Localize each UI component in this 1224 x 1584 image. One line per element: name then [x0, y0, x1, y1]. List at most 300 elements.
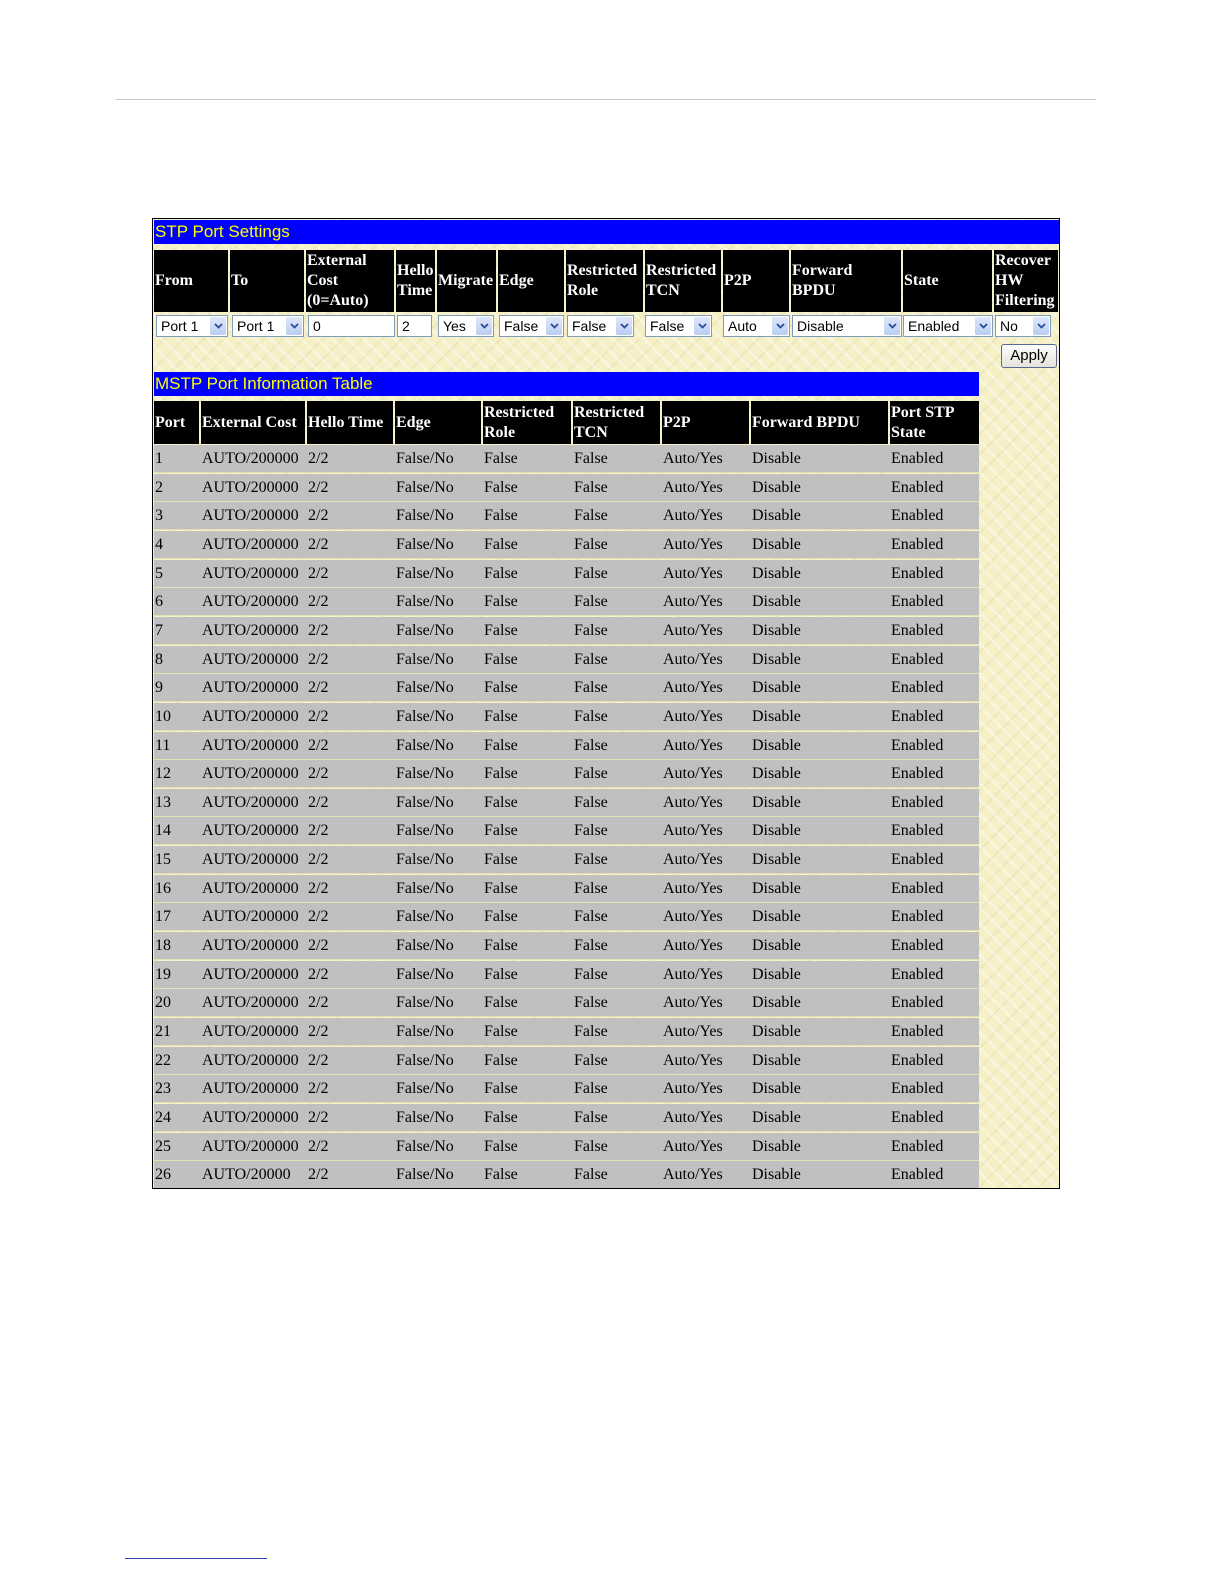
- cell-external-cost: AUTO/200000: [202, 965, 299, 983]
- cell-port-stp-state: Enabled: [891, 535, 944, 553]
- cell-forward-bpdu: Disable: [752, 793, 801, 811]
- cell-port: 11: [155, 736, 171, 754]
- cell-forward-bpdu: Disable: [752, 450, 801, 467]
- cell-edge: False/No: [396, 679, 454, 697]
- cell-port-stp-state: Enabled: [891, 1051, 944, 1069]
- cell-edge: False/No: [396, 450, 454, 467]
- cell-edge: False/No: [396, 1051, 454, 1069]
- p2p-select[interactable]: [723, 315, 790, 337]
- table-row: [154, 703, 979, 731]
- cell-forward-bpdu: Disable: [752, 507, 801, 525]
- cell-hello-time: 2/2: [308, 994, 329, 1012]
- cell-restricted-role: False: [484, 793, 518, 811]
- col-header-edge: Edge: [395, 401, 481, 444]
- cell-port-stp-state: Enabled: [891, 650, 944, 668]
- cell-forward-bpdu: Disable: [752, 593, 801, 611]
- to-port-value: Port 1: [237, 318, 275, 334]
- cell-external-cost: AUTO/200000: [202, 1080, 299, 1098]
- cell-hello-time: 2/2: [308, 908, 329, 926]
- cell-external-cost: AUTO/200000: [202, 994, 299, 1012]
- cell-port-stp-state: Enabled: [891, 1166, 944, 1184]
- external-cost-input[interactable]: 0: [308, 315, 395, 337]
- chevron-down-icon: [884, 317, 900, 335]
- stp-config-panel: [152, 218, 1060, 1189]
- cell-restricted-tcn: False: [574, 1080, 608, 1098]
- cell-p2p: Auto/Yes: [663, 1023, 723, 1040]
- cell-restricted-role: False: [484, 1080, 518, 1098]
- cell-port-stp-state: Enabled: [891, 707, 944, 725]
- col-header-restricted-role: Restricted Role: [483, 401, 571, 444]
- edge-select[interactable]: [499, 315, 564, 337]
- cell-restricted-tcn: False: [574, 593, 608, 611]
- cell-restricted-role: False: [484, 765, 518, 783]
- cell-restricted-role: False: [484, 1108, 518, 1126]
- cell-hello-time: 2/2: [308, 793, 329, 811]
- chevron-down-icon: [616, 317, 632, 335]
- forward-bpdu-select[interactable]: [792, 315, 902, 337]
- cell-restricted-role: False: [484, 994, 518, 1012]
- cell-port: 21: [155, 1023, 171, 1040]
- cell-port: 13: [155, 793, 171, 811]
- cell-forward-bpdu: Disable: [752, 1023, 801, 1040]
- cell-p2p: Auto/Yes: [663, 535, 723, 553]
- cell-restricted-tcn: False: [574, 765, 608, 783]
- header-to: To: [230, 250, 304, 312]
- table-row: [154, 903, 979, 931]
- cell-restricted-role: False: [484, 478, 518, 496]
- cell-hello-time: 2/2: [308, 707, 329, 725]
- cell-restricted-role: False: [484, 707, 518, 725]
- cell-restricted-tcn: False: [574, 1108, 608, 1126]
- migrate-value: Yes: [443, 318, 466, 334]
- cell-p2p: Auto/Yes: [663, 650, 723, 668]
- cell-external-cost: AUTO/200000: [202, 1051, 299, 1069]
- cell-restricted-tcn: False: [574, 535, 608, 553]
- cell-port: 22: [155, 1051, 171, 1069]
- cell-forward-bpdu: Disable: [752, 478, 801, 496]
- cell-forward-bpdu: Disable: [752, 564, 801, 582]
- cell-restricted-role: False: [484, 564, 518, 582]
- chevron-down-icon: [694, 317, 710, 335]
- cell-port-stp-state: Enabled: [891, 879, 944, 897]
- cell-restricted-tcn: False: [574, 965, 608, 983]
- cell-edge: False/No: [396, 507, 454, 525]
- cell-port: 25: [155, 1137, 171, 1155]
- cell-external-cost: AUTO/200000: [202, 593, 299, 611]
- footer-link-underline: [125, 1558, 267, 1559]
- cell-external-cost: AUTO/200000: [202, 650, 299, 668]
- cell-forward-bpdu: Disable: [752, 679, 801, 697]
- cell-edge: False/No: [396, 736, 454, 754]
- table-row: [154, 1161, 979, 1189]
- cell-external-cost: AUTO/200000: [202, 1023, 299, 1040]
- cell-hello-time: 2/2: [308, 450, 329, 467]
- cell-forward-bpdu: Disable: [752, 822, 801, 840]
- cell-p2p: Auto/Yes: [663, 707, 723, 725]
- cell-p2p: Auto/Yes: [663, 679, 723, 697]
- cell-restricted-role: False: [484, 736, 518, 754]
- from-port-value: Port 1: [161, 318, 199, 334]
- cell-external-cost: AUTO/200000: [202, 908, 299, 926]
- header-migrate: Migrate: [437, 250, 496, 312]
- cell-port: 16: [155, 879, 171, 897]
- cell-edge: False/No: [396, 851, 454, 869]
- cell-port-stp-state: Enabled: [891, 965, 944, 983]
- cell-edge: False/No: [396, 564, 454, 582]
- cell-p2p: Auto/Yes: [663, 507, 723, 525]
- cell-port-stp-state: Enabled: [891, 507, 944, 525]
- cell-restricted-role: False: [484, 507, 518, 525]
- cell-external-cost: AUTO/200000: [202, 1108, 299, 1126]
- cell-edge: False/No: [396, 650, 454, 668]
- chevron-down-icon: [286, 317, 302, 335]
- top-divider: [116, 99, 1096, 100]
- recover-hw-filtering-value: No: [1000, 318, 1018, 334]
- table-row: [154, 674, 979, 702]
- cell-external-cost: AUTO/200000: [202, 879, 299, 897]
- cell-edge: False/No: [396, 1108, 454, 1126]
- table-row: [154, 1133, 979, 1161]
- table-row: [154, 760, 979, 788]
- cell-restricted-role: False: [484, 1051, 518, 1069]
- from-port-select[interactable]: [156, 315, 228, 337]
- cell-forward-bpdu: Disable: [752, 851, 801, 869]
- cell-port: 3: [155, 507, 163, 525]
- cell-forward-bpdu: Disable: [752, 908, 801, 926]
- chevron-down-icon: [476, 317, 492, 335]
- cell-external-cost: AUTO/200000: [202, 736, 299, 754]
- cell-p2p: Auto/Yes: [663, 478, 723, 496]
- cell-forward-bpdu: Disable: [752, 621, 801, 639]
- cell-p2p: Auto/Yes: [663, 450, 723, 467]
- chevron-down-icon: [210, 317, 226, 335]
- header-state: State: [903, 250, 992, 312]
- cell-hello-time: 2/2: [308, 822, 329, 840]
- header-restricted-tcn: Restricted TCN: [645, 250, 721, 312]
- cell-hello-time: 2/2: [308, 879, 329, 897]
- cell-edge: False/No: [396, 822, 454, 840]
- recover-hw-filtering-select[interactable]: [995, 315, 1051, 337]
- cell-external-cost: AUTO/200000: [202, 507, 299, 525]
- cell-restricted-role: False: [484, 450, 518, 467]
- cell-edge: False/No: [396, 1080, 454, 1098]
- table-row: [154, 531, 979, 559]
- cell-forward-bpdu: Disable: [752, 707, 801, 725]
- restricted-tcn-select[interactable]: [645, 315, 712, 337]
- cell-external-cost: AUTO/200000: [202, 937, 299, 955]
- cell-p2p: Auto/Yes: [663, 851, 723, 869]
- cell-external-cost: AUTO/200000: [202, 564, 299, 582]
- cell-restricted-tcn: False: [574, 937, 608, 955]
- cell-port-stp-state: Enabled: [891, 679, 944, 697]
- cell-edge: False/No: [396, 994, 454, 1012]
- cell-restricted-role: False: [484, 822, 518, 840]
- cell-restricted-tcn: False: [574, 478, 608, 496]
- cell-restricted-tcn: False: [574, 994, 608, 1012]
- cell-port: 5: [155, 564, 163, 582]
- cell-external-cost: AUTO/200000: [202, 1137, 299, 1155]
- cell-hello-time: 2/2: [308, 507, 329, 525]
- cell-restricted-role: False: [484, 1023, 518, 1040]
- cell-port-stp-state: Enabled: [891, 1023, 944, 1040]
- cell-forward-bpdu: Disable: [752, 1166, 801, 1184]
- cell-restricted-tcn: False: [574, 822, 608, 840]
- cell-hello-time: 2/2: [308, 1108, 329, 1126]
- cell-restricted-role: False: [484, 650, 518, 668]
- cell-p2p: Auto/Yes: [663, 1108, 723, 1126]
- cell-edge: False/No: [396, 879, 454, 897]
- cell-restricted-role: False: [484, 908, 518, 926]
- table-row: [154, 445, 979, 473]
- chevron-down-icon: [772, 317, 788, 335]
- cell-port: 14: [155, 822, 171, 840]
- edge-value: False: [504, 318, 539, 334]
- cell-restricted-tcn: False: [574, 879, 608, 897]
- cell-port: 2: [155, 478, 163, 496]
- cell-p2p: Auto/Yes: [663, 593, 723, 611]
- cell-port-stp-state: Enabled: [891, 822, 944, 840]
- cell-p2p: Auto/Yes: [663, 564, 723, 582]
- cell-hello-time: 2/2: [308, 937, 329, 955]
- table-row: [154, 1104, 979, 1132]
- header-from: From: [154, 250, 228, 312]
- cell-port: 1: [155, 450, 163, 467]
- cell-port-stp-state: Enabled: [891, 765, 944, 783]
- cell-edge: False/No: [396, 1023, 454, 1040]
- table-row: [154, 617, 979, 645]
- table-row: [154, 875, 979, 903]
- cell-restricted-role: False: [484, 621, 518, 639]
- cell-port-stp-state: Enabled: [891, 621, 944, 639]
- cell-hello-time: 2/2: [308, 535, 329, 553]
- cell-restricted-tcn: False: [574, 908, 608, 926]
- table-row: [154, 1047, 979, 1075]
- cell-forward-bpdu: Disable: [752, 765, 801, 783]
- table-row: [154, 817, 979, 845]
- header-edge: Edge: [498, 250, 564, 312]
- cell-hello-time: 2/2: [308, 593, 329, 611]
- cell-port: 4: [155, 535, 163, 553]
- header-p2p: P2P: [723, 250, 789, 312]
- cell-p2p: Auto/Yes: [663, 879, 723, 897]
- cell-external-cost: AUTO/200000: [202, 765, 299, 783]
- cell-external-cost: AUTO/200000: [202, 793, 299, 811]
- cell-p2p: Auto/Yes: [663, 1166, 723, 1184]
- table-row: [154, 1075, 979, 1103]
- cell-restricted-tcn: False: [574, 564, 608, 582]
- cell-port-stp-state: Enabled: [891, 450, 944, 467]
- cell-port-stp-state: Enabled: [891, 1137, 944, 1155]
- cell-port: 8: [155, 650, 163, 668]
- cell-external-cost: AUTO/200000: [202, 822, 299, 840]
- to-port-select[interactable]: [232, 315, 304, 337]
- cell-hello-time: 2/2: [308, 965, 329, 983]
- cell-edge: False/No: [396, 621, 454, 639]
- cell-port-stp-state: Enabled: [891, 994, 944, 1012]
- cell-p2p: Auto/Yes: [663, 793, 723, 811]
- col-header-forward-bpdu: Forward BPDU: [751, 401, 888, 444]
- restricted-role-select[interactable]: [567, 315, 634, 337]
- cell-forward-bpdu: Disable: [752, 1137, 801, 1155]
- cell-edge: False/No: [396, 1137, 454, 1155]
- cell-port: 20: [155, 994, 171, 1012]
- cell-restricted-tcn: False: [574, 1051, 608, 1069]
- cell-p2p: Auto/Yes: [663, 965, 723, 983]
- table-row: [154, 1018, 979, 1046]
- cell-external-cost: AUTO/200000: [202, 851, 299, 869]
- cell-hello-time: 2/2: [308, 736, 329, 754]
- table-row: [154, 502, 979, 530]
- cell-p2p: Auto/Yes: [663, 994, 723, 1012]
- table-row: [154, 961, 979, 989]
- cell-restricted-tcn: False: [574, 450, 608, 467]
- cell-forward-bpdu: Disable: [752, 937, 801, 955]
- cell-external-cost: AUTO/200000: [202, 478, 299, 496]
- table-row: [154, 588, 979, 616]
- cell-restricted-tcn: False: [574, 1023, 608, 1040]
- col-header-p2p: P2P: [662, 401, 749, 444]
- cell-forward-bpdu: Disable: [752, 1051, 801, 1069]
- chevron-down-icon: [975, 317, 991, 335]
- header-external-cost: External Cost (0=Auto): [306, 250, 394, 312]
- cell-hello-time: 2/2: [308, 564, 329, 582]
- cell-port: 7: [155, 621, 163, 639]
- cell-edge: False/No: [396, 793, 454, 811]
- cell-restricted-tcn: False: [574, 1137, 608, 1155]
- forward-bpdu-value: Disable: [797, 318, 844, 334]
- p2p-value: Auto: [728, 318, 757, 334]
- cell-p2p: Auto/Yes: [663, 736, 723, 754]
- col-header-port-stp-state: Port STP State: [890, 401, 979, 444]
- cell-restricted-role: False: [484, 851, 518, 869]
- migrate-select[interactable]: [438, 315, 494, 337]
- table-row: [154, 646, 979, 674]
- cell-hello-time: 2/2: [308, 1137, 329, 1155]
- cell-restricted-tcn: False: [574, 736, 608, 754]
- cell-external-cost: AUTO/200000: [202, 450, 299, 467]
- state-select[interactable]: [903, 315, 993, 337]
- table-row: [154, 989, 979, 1017]
- cell-p2p: Auto/Yes: [663, 822, 723, 840]
- cell-p2p: Auto/Yes: [663, 937, 723, 955]
- cell-hello-time: 2/2: [308, 679, 329, 697]
- cell-edge: False/No: [396, 478, 454, 496]
- cell-port: 18: [155, 937, 171, 955]
- hello-time-input[interactable]: 2: [397, 315, 432, 337]
- cell-forward-bpdu: Disable: [752, 1108, 801, 1126]
- header-restricted-role: Restricted Role: [566, 250, 643, 312]
- cell-forward-bpdu: Disable: [752, 535, 801, 553]
- col-header-hello-time: Hello Time: [307, 401, 393, 444]
- cell-restricted-tcn: False: [574, 621, 608, 639]
- cell-hello-time: 2/2: [308, 765, 329, 783]
- table-row: [154, 932, 979, 960]
- cell-port: 9: [155, 679, 163, 697]
- state-value: Enabled: [908, 318, 960, 334]
- cell-forward-bpdu: Disable: [752, 965, 801, 983]
- chevron-down-icon: [546, 317, 562, 335]
- cell-hello-time: 2/2: [308, 478, 329, 496]
- cell-external-cost: AUTO/200000: [202, 621, 299, 639]
- restricted-role-value: False: [572, 318, 607, 334]
- cell-port-stp-state: Enabled: [891, 937, 944, 955]
- table-row: [154, 789, 979, 817]
- cell-restricted-role: False: [484, 965, 518, 983]
- cell-restricted-role: False: [484, 879, 518, 897]
- table-row: [154, 732, 979, 760]
- cell-hello-time: 2/2: [308, 621, 329, 639]
- table-row: [154, 560, 979, 588]
- cell-restricted-tcn: False: [574, 650, 608, 668]
- cell-edge: False/No: [396, 937, 454, 955]
- cell-forward-bpdu: Disable: [752, 994, 801, 1012]
- cell-port: 24: [155, 1108, 171, 1126]
- cell-hello-time: 2/2: [308, 1051, 329, 1069]
- cell-external-cost: AUTO/200000: [202, 707, 299, 725]
- cell-restricted-role: False: [484, 679, 518, 697]
- stp-port-settings-title: STP Port Settings: [154, 220, 1059, 244]
- header-recover-hw-filtering: Recover HW Filtering: [994, 250, 1058, 312]
- cell-forward-bpdu: Disable: [752, 650, 801, 668]
- cell-restricted-tcn: False: [574, 1166, 608, 1184]
- cell-p2p: Auto/Yes: [663, 1137, 723, 1155]
- col-header-restricted-tcn: Restricted TCN: [573, 401, 660, 444]
- cell-edge: False/No: [396, 593, 454, 611]
- cell-forward-bpdu: Disable: [752, 736, 801, 754]
- cell-port-stp-state: Enabled: [891, 736, 944, 754]
- cell-restricted-role: False: [484, 593, 518, 611]
- cell-restricted-tcn: False: [574, 851, 608, 869]
- header-forward-bpdu: Forward BPDU: [791, 250, 901, 312]
- cell-port-stp-state: Enabled: [891, 593, 944, 611]
- cell-hello-time: 2/2: [308, 1023, 329, 1040]
- cell-restricted-role: False: [484, 535, 518, 553]
- cell-p2p: Auto/Yes: [663, 1051, 723, 1069]
- cell-edge: False/No: [396, 965, 454, 983]
- cell-p2p: Auto/Yes: [663, 908, 723, 926]
- cell-external-cost: AUTO/200000: [202, 535, 299, 553]
- cell-port: 6: [155, 593, 163, 611]
- cell-port: 19: [155, 965, 171, 983]
- cell-port-stp-state: Enabled: [891, 1108, 944, 1126]
- cell-port: 23: [155, 1080, 171, 1098]
- cell-edge: False/No: [396, 707, 454, 725]
- cell-port: 26: [155, 1166, 171, 1184]
- cell-port: 10: [155, 707, 171, 725]
- cell-edge: False/No: [396, 908, 454, 926]
- chevron-down-icon: [1033, 317, 1049, 335]
- cell-edge: False/No: [396, 1166, 454, 1184]
- cell-port: 17: [155, 908, 171, 926]
- col-header-port: Port: [154, 401, 199, 444]
- cell-restricted-tcn: False: [574, 679, 608, 697]
- cell-p2p: Auto/Yes: [663, 765, 723, 783]
- cell-restricted-tcn: False: [574, 507, 608, 525]
- cell-p2p: Auto/Yes: [663, 1080, 723, 1098]
- cell-port-stp-state: Enabled: [891, 564, 944, 582]
- apply-button[interactable]: Apply: [1001, 344, 1057, 368]
- cell-restricted-role: False: [484, 1166, 518, 1184]
- cell-port: 12: [155, 765, 171, 783]
- cell-restricted-tcn: False: [574, 793, 608, 811]
- mstp-table-title: MSTP Port Information Table: [154, 372, 979, 396]
- cell-external-cost: AUTO/200000: [202, 679, 299, 697]
- cell-restricted-tcn: False: [574, 707, 608, 725]
- cell-hello-time: 2/2: [308, 851, 329, 869]
- cell-edge: False/No: [396, 535, 454, 553]
- cell-hello-time: 2/2: [308, 1080, 329, 1098]
- cell-forward-bpdu: Disable: [752, 1080, 801, 1098]
